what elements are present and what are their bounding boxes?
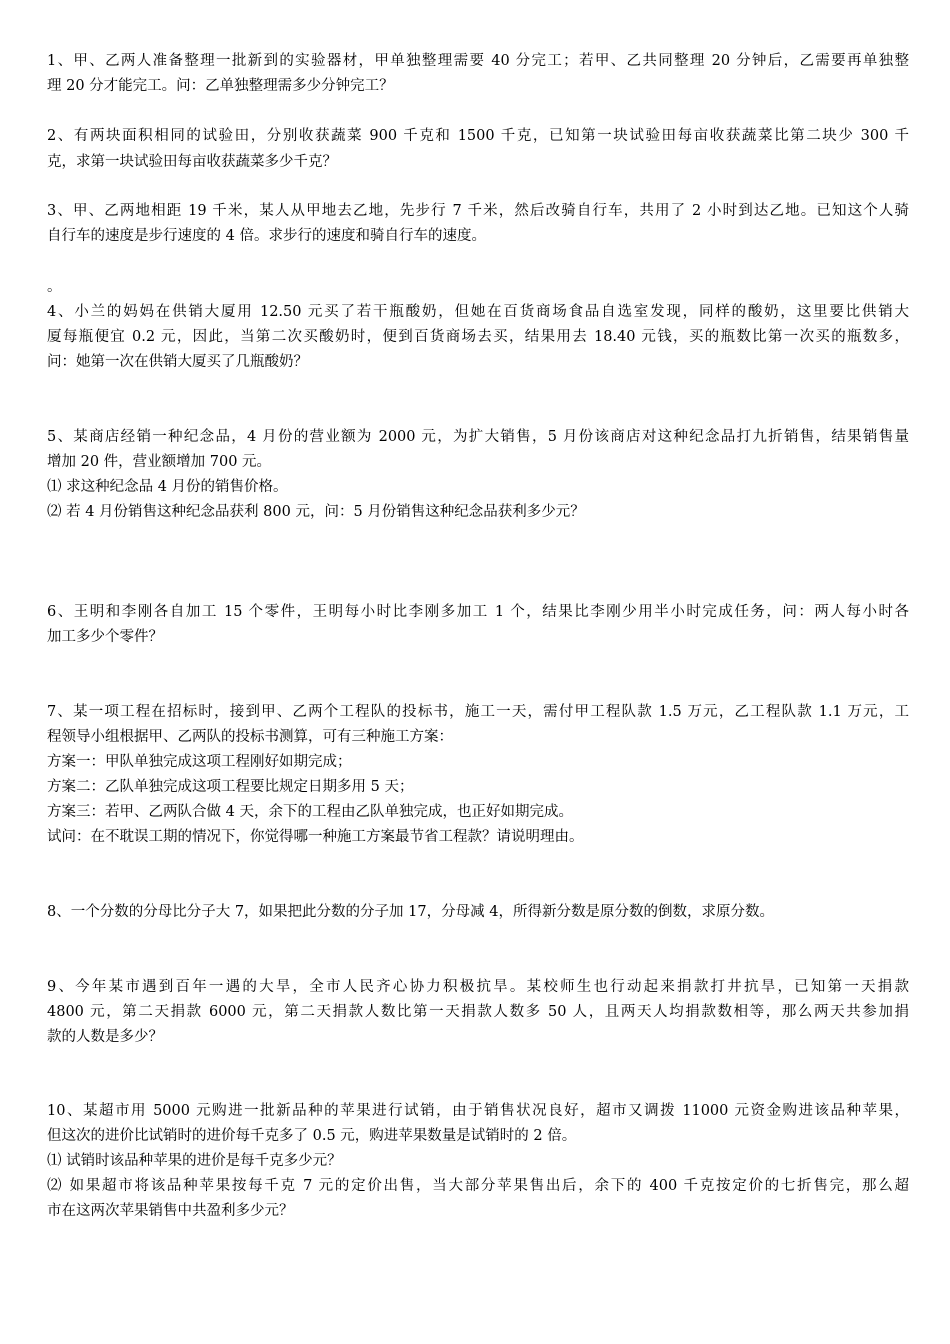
problem-line: ⑴ 求这种纪念品 4 月份的销售价格。 xyxy=(47,479,288,495)
problem-line: 克，求第一块试验田每亩收获蔬菜多少千克？ xyxy=(47,154,337,170)
problem-line: 厦每瓶便宜 0.2 元，因此，当第二次买酸奶时，便到百货商场去买，结果用去 18.40 元钱，买的瓶数比第一次买的瓶数多， xyxy=(47,329,909,345)
problem-line: 市在这两次苹果销售中共盈利多少元？ xyxy=(47,1203,294,1219)
problem-line: 8、一个分数的分母比分子大 7，如果把此分数的分子加 17，分母减 4，所得新分数是原分数的倒数，求原分数。 xyxy=(47,904,774,920)
problem-line: 4800 元，第二天捐款 6000 元，第二天捐款人数比第一天捐款人数多 50 人，且两天人均捐款数相等，那么两天共参加捐 xyxy=(47,1004,909,1020)
problem-line: 程领导小组根据甲、乙两队的投标书测算，可有三种施工方案： xyxy=(47,729,453,745)
problem-line: 3、甲、乙两地相距 19 千米，某人从甲地去乙地，先步行 7 千米，然后改骑自行车，共用了 2 小时到达乙地。已知这个人骑 xyxy=(47,203,909,219)
problem-line: 方案一：甲队单独完成这项工程刚好如期完成； xyxy=(47,754,352,770)
problem-line: 自行车的速度是步行速度的 4 倍。求步行的速度和骑自行车的速度。 xyxy=(47,228,486,244)
problem-line: 问：她第一次在供销大厦买了几瓶酸奶？ xyxy=(47,354,308,370)
problem-line: ⑴ 试销时该品种苹果的进价是每千克多少元？ xyxy=(47,1153,342,1169)
problem-line: 方案三：若甲、乙两队合做 4 天，余下的工程由乙队单独完成，也正好如期完成。 xyxy=(47,804,573,820)
problem-line: 9、今年某市遇到百年一遇的大旱，全市人民齐心协力积极抗旱。某校师生也行动起来捐款打井抗旱，已知第一天捐款 xyxy=(47,979,909,995)
problem-line: 。 xyxy=(47,279,62,295)
problem-line: 4、小兰的妈妈在供销大厦用 12.50 元买了若干瓶酸奶，但她在百货商场食品自选室发现，同样的酸奶，这里要比供销大 xyxy=(47,304,909,320)
problem-line: 增加 20 件，营业额增加 700 元。 xyxy=(47,454,272,470)
problem-line: ⑵ 若 4 月份销售这种纪念品获利 800 元，问：5 月份销售这种纪念品获利多少元？ xyxy=(47,504,585,520)
problem-line: 2、有两块面积相同的试验田，分别收获蔬菜 900 千克和 1500 千克，已知第一块试验田每亩收获蔬菜比第二块少 300 千 xyxy=(47,128,909,144)
problem-line: 1、甲、乙两人准备整理一批新到的实验器材，甲单独整理需要 40 分完工；若甲、乙共同整理 20 分钟后，乙需要再单独整 xyxy=(47,53,909,69)
problem-line: 方案二：乙队单独完成这项工程要比规定日期多用 5 天； xyxy=(47,779,414,795)
problem-line: 6、王明和李刚各自加工 15 个零件，王明每小时比李刚多加工 1 个，结果比李刚少用半小时完成任务，问：两人每小时各 xyxy=(47,604,909,620)
problem-line: 试问：在不耽误工期的情况下，你觉得哪一种施工方案最节省工程款？请说明理由。 xyxy=(47,829,584,845)
problem-line: 7、某一项工程在招标时，接到甲、乙两个工程队的投标书，施工一天，需付甲工程队款 1.5 万元，乙工程队款 1.1 万元，工 xyxy=(47,704,909,720)
problem-line: 加工多少个零件？ xyxy=(47,629,163,645)
problem-line: 款的人数是多少？ xyxy=(47,1029,163,1045)
problem-line: 10、某超市用 5000 元购进一批新品种的苹果进行试销，由于销售状况良好，超市又调拨 11000 元资金购进该品种苹果， xyxy=(47,1103,909,1119)
problem-line: 5、某商店经销一种纪念品，4 月份的营业额为 2000 元，为扩大销售，5 月份该商店对这种纪念品打九折销售，结果销售量 xyxy=(47,429,909,445)
problem-line: ⑵ 如果超市将该品种苹果按每千克 7 元的定价出售，当大部分苹果售出后，余下的 400 千克按定价的七折售完，那么超 xyxy=(47,1178,909,1194)
problem-line: 但这次的进价比试销时的进价每千克多了 0.5 元，购进苹果数量是试销时的 2 倍。 xyxy=(47,1128,577,1144)
problem-line: 理 20 分才能完工。问：乙单独整理需多少分钟完工？ xyxy=(47,78,394,94)
